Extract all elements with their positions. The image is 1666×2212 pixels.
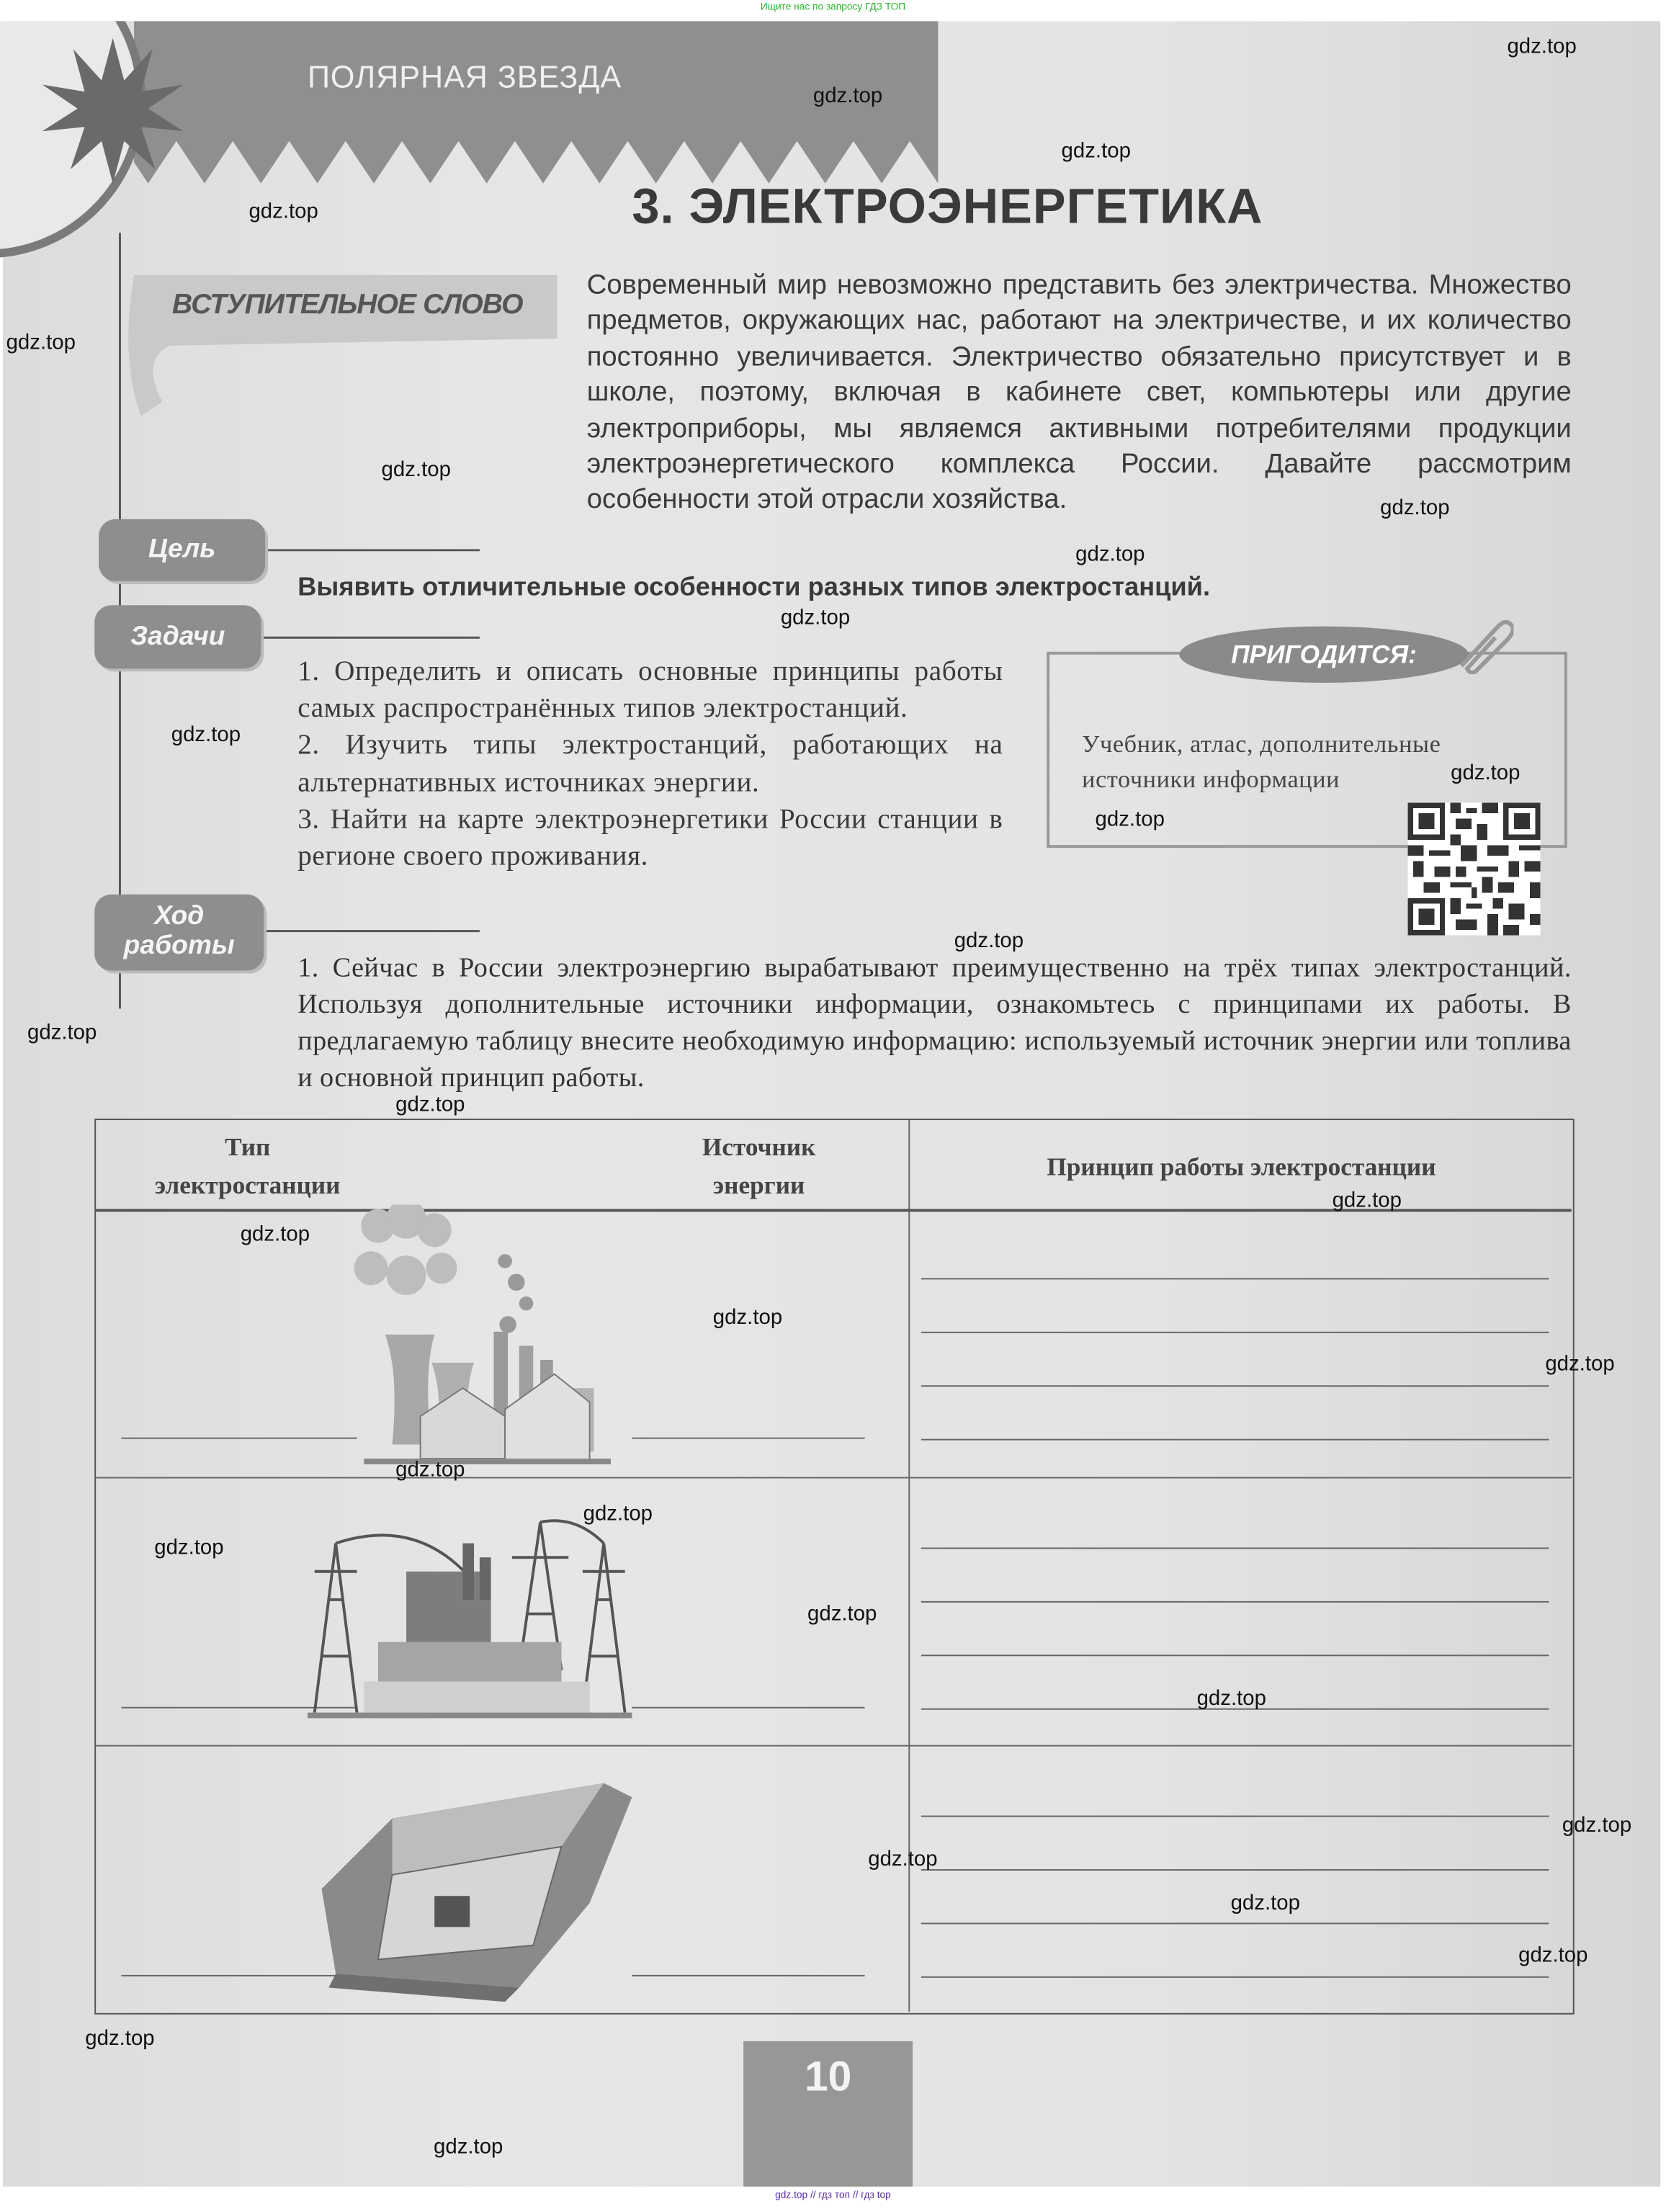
chapter-title: 3. ЭЛЕКТРОЭНЕРГЕТИКА — [632, 179, 1263, 235]
watermark: gdz.top — [954, 928, 1024, 953]
watermark: gdz.top — [1332, 1188, 1402, 1213]
source-answer-line[interactable] — [632, 1438, 864, 1440]
principle-answer-line[interactable] — [921, 1332, 1549, 1334]
row-divider — [96, 1477, 1572, 1479]
watermark: gdz.top — [583, 1501, 653, 1526]
power-plants-table — [94, 1119, 1574, 2015]
watermark: gdz.top — [1562, 1813, 1632, 1837]
watermark: gdz.top — [434, 2135, 503, 2159]
useful-label — [1179, 627, 1468, 683]
task-item: 1. Определить и описать основные принципы работы самых распространённых типов электростанций. — [297, 655, 1003, 725]
watermark: gdz.top — [1380, 496, 1450, 520]
watermark: gdz.top — [240, 1222, 310, 1247]
watermark: gdz.top — [1061, 138, 1131, 164]
column-divider — [908, 1120, 910, 2012]
task-item: 2. Изучить типы электростанций, работающих на альтернативных источниках энергии. — [297, 730, 1003, 798]
paperclip-icon — [1450, 618, 1513, 674]
page-number: 10 — [804, 2054, 852, 2101]
task-item: 3. Найти на карте электроэнергетики России станции в регионе своего проживания. — [297, 803, 1003, 872]
footer-note: gdz.top // гдз топ // гдз top — [775, 2190, 891, 2201]
principle-answer-line[interactable] — [921, 1385, 1549, 1387]
principle-answer-line[interactable] — [921, 1922, 1549, 1925]
watermark: gdz.top — [807, 1601, 877, 1626]
work-label — [94, 895, 264, 971]
watermark: gdz.top — [1075, 542, 1145, 567]
tasks-list — [297, 653, 1003, 875]
watermark: gdz.top — [85, 2026, 155, 2051]
tasks-label: Задачи — [94, 605, 261, 668]
principle-answer-line[interactable] — [921, 1654, 1549, 1657]
watermark: gdz.top — [381, 457, 451, 482]
step-1-text: 1. Сейчас в России электроэнергию вырабатывают преимущественно на трёх типах электростанций. Используя дополнительные источники информации, ознакомьтесь с принципами их работы. В предлагаемую таблицу внесите необходимую информацию: используемый источник энергии или топлива и основной принцип работы. — [297, 953, 1572, 1093]
watermark: gdz.top — [1196, 1686, 1266, 1711]
watermark: gdz.top — [171, 722, 241, 748]
work-label-line: Ход — [154, 901, 205, 931]
principle-answer-line[interactable] — [921, 1869, 1549, 1871]
goal-text: Выявить отличительные особенности разных типов электростанций. — [297, 571, 1211, 601]
header-source-line: энергии — [712, 1170, 805, 1199]
header-type — [96, 1129, 399, 1205]
header-type-line: электростанции — [154, 1170, 341, 1199]
header-principle: Принцип работы электростанции — [1047, 1152, 1436, 1181]
nuclear-plant-illustration — [308, 1205, 632, 1466]
qr-code[interactable] — [1408, 801, 1541, 936]
work-label-line: работы — [123, 931, 235, 961]
top-note: Ищите нас по запросу ГДЗ ТОП — [760, 2, 906, 13]
watermark: gdz.top — [27, 1020, 97, 1045]
series-title: ПОЛЯРНАЯ ЗВЕЗДА — [307, 59, 622, 95]
principle-answer-line[interactable] — [921, 1547, 1549, 1549]
source-answer-line[interactable] — [632, 1975, 864, 1977]
source-answer-line[interactable] — [632, 1707, 864, 1709]
watermark: gdz.top — [1230, 1891, 1300, 1915]
useful-text: Учебник, атлас, дополнительные источники информации — [1082, 729, 1441, 793]
intro-label: ВСТУПИТЕЛЬНОЕ СЛОВО — [171, 289, 523, 321]
principle-answer-line[interactable] — [921, 1976, 1549, 1979]
watermark: gdz.top — [248, 200, 318, 224]
row-divider — [96, 1745, 1572, 1747]
hydro-plant-illustration — [308, 1762, 646, 2002]
header-type-line: Тип — [225, 1132, 271, 1161]
watermark: gdz.top — [1545, 1352, 1615, 1376]
useful-label-text: ПРИГОДИТСЯ: — [1231, 640, 1417, 669]
principle-answer-line[interactable] — [921, 1439, 1549, 1441]
watermark: gdz.top — [780, 606, 851, 630]
goal-label: Цель — [99, 519, 265, 581]
watermark: gdz.top — [1507, 34, 1577, 59]
principle-answer-line[interactable] — [921, 1278, 1549, 1280]
principle-answer-line[interactable] — [921, 1601, 1549, 1603]
header-source — [646, 1129, 872, 1205]
watermark: gdz.top — [395, 1092, 465, 1117]
thermal-plant-illustration — [308, 1515, 646, 1727]
watermark: gdz.top — [154, 1535, 224, 1560]
intro-text: Современный мир невозможно представить без электричества. Множество предметов, окружающих нас, работают на электричестве, и их количество постоянно увеличивается. Электричество обязательно присутствует и в школе, поэтому, включая в кабинете свет, компьютеры или другие электроприборы, мы являемся активными потребителями продукции электроэнергетического комплекса России. Давайте рассмотрим особенности этой отрасли хозяйства. — [586, 269, 1572, 516]
watermark: gdz.top — [1451, 761, 1521, 785]
header-source-line: Источник — [702, 1132, 816, 1161]
watermark: gdz.top — [712, 1305, 783, 1330]
watermark: gdz.top — [868, 1847, 938, 1871]
watermark: gdz.top — [395, 1458, 465, 1482]
watermark: gdz.top — [1095, 807, 1165, 832]
watermark: gdz.top — [6, 331, 76, 355]
watermark: gdz.top — [1518, 1943, 1588, 1968]
watermark: gdz.top — [812, 84, 883, 108]
principle-answer-line[interactable] — [921, 1816, 1549, 1818]
